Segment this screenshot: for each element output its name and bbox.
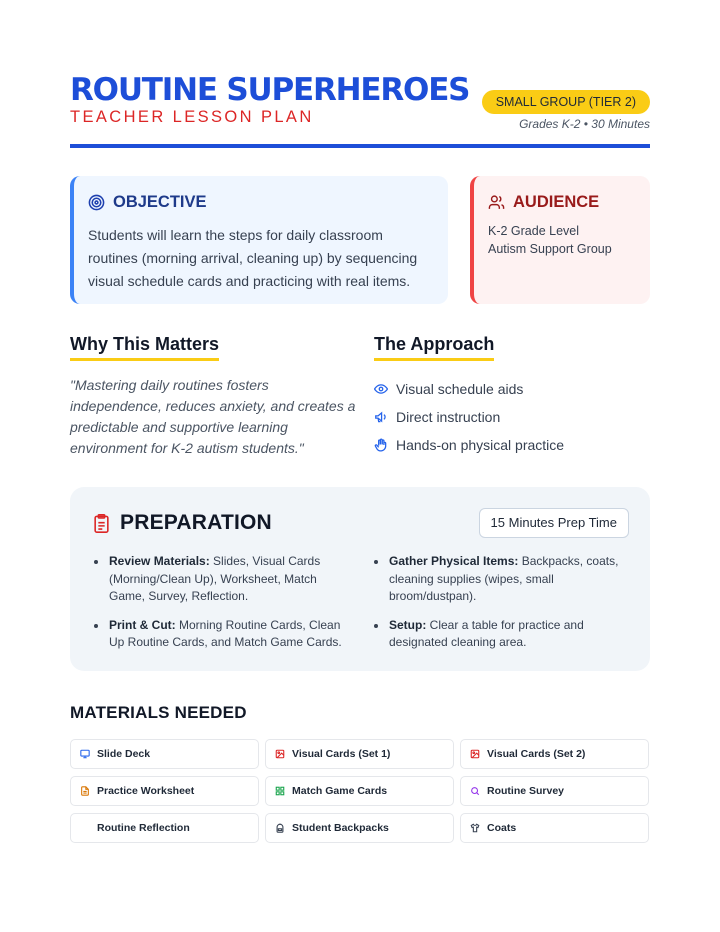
why-heading: Why This Matters — [70, 334, 219, 361]
prep-item-label: Review Materials: — [109, 554, 210, 568]
approach-item — [374, 375, 650, 403]
prep-item-label: Gather Physical Items: — [389, 554, 519, 568]
hand-icon — [374, 438, 388, 452]
prep-list-right — [372, 553, 634, 663]
material-label: Student Backpacks — [292, 822, 389, 834]
objective-card — [70, 176, 448, 304]
material-item — [265, 776, 454, 806]
image-icon — [275, 749, 285, 759]
file-icon — [80, 786, 90, 796]
material-item — [265, 813, 454, 843]
material-label: Visual Cards (Set 2) — [487, 748, 586, 760]
material-label: Match Game Cards — [292, 785, 388, 797]
audience-grade: K-2 Grade Level — [488, 224, 580, 238]
image-icon — [470, 749, 480, 759]
prep-item-label: Print & Cut: — [109, 617, 176, 632]
tier-badge: SMALL GROUP (TIER 2) — [482, 90, 650, 114]
prep-time-badge: 15 Minutes Prep Time — [479, 508, 629, 538]
approach-item-label: Hands-on physical practice — [396, 437, 565, 453]
prep-item-text: Clear a table for practice and designated cleaning area. — [389, 617, 584, 649]
target-icon — [88, 194, 105, 211]
approach-section — [374, 334, 650, 459]
material-item — [70, 739, 259, 769]
material-label: Coats — [487, 822, 517, 834]
eye-icon — [374, 382, 388, 396]
materials-grid — [70, 739, 650, 843]
preparation-card — [70, 487, 650, 671]
approach-item-label: Visual schedule aids — [396, 381, 524, 397]
list-item — [92, 617, 354, 652]
list-item — [372, 617, 634, 652]
material-item — [70, 776, 259, 806]
page-title: ROUTINE SUPERHEROES — [70, 72, 470, 108]
prep-item-label: Setup: — [389, 617, 427, 632]
material-label: Slide Deck — [97, 748, 151, 760]
approach-item — [374, 431, 650, 459]
material-label: Practice Worksheet — [97, 785, 195, 797]
material-item — [265, 739, 454, 769]
material-label: Visual Cards (Set 1) — [292, 748, 391, 760]
megaphone-icon — [374, 410, 388, 424]
monitor-icon — [80, 749, 90, 759]
objective-text: Students will learn the steps for daily classroom routines (morning arrival, cleaning up) by sequencing visual schedule cards and practicing with real items. — [88, 227, 418, 289]
backpack-icon — [275, 823, 285, 833]
header-divider — [70, 144, 650, 148]
list-item — [372, 553, 634, 606]
audience-heading: AUDIENCE — [513, 192, 600, 211]
prep-item-text: Backpacks, coats, cleaning supplies (wipes, small broom/dustpan). — [389, 554, 619, 603]
header — [70, 70, 650, 148]
clipboard-icon — [92, 513, 111, 534]
material-label: Routine Survey — [487, 785, 565, 797]
approach-item — [374, 403, 650, 431]
objective-heading: OBJECTIVE — [113, 192, 207, 211]
audience-card — [470, 176, 650, 304]
approach-item-label: Direct instruction — [396, 409, 501, 425]
why-section — [70, 334, 360, 459]
grid-icon — [275, 786, 285, 796]
prep-item-text: Slides, Visual Cards (Morning/Clean Up), Worksheet, Match Game, Survey, Reflection. — [109, 554, 321, 603]
materials-heading: MATERIALS NEEDED — [70, 703, 247, 722]
material-item — [70, 813, 259, 843]
material-item — [460, 776, 649, 806]
preparation-heading: PREPARATION — [120, 511, 272, 534]
list-item — [92, 553, 354, 606]
material-item — [460, 813, 649, 843]
approach-heading: The Approach — [374, 334, 494, 361]
search-icon — [470, 786, 480, 796]
prep-item-text: Morning Routine Cards, Clean Up Routine Cards, and Match Game Cards. — [109, 617, 342, 649]
users-icon — [488, 194, 505, 211]
grade-duration-meta: Grades K-2 • 30 Minutes — [519, 117, 650, 131]
material-label: Routine Reflection — [97, 822, 190, 834]
shirt-icon — [470, 823, 480, 833]
why-quote: "Mastering daily routines fosters independence, reduces anxiety, and creates a predictable and supportive learning environment for K-2 autism students." — [70, 377, 356, 456]
prep-list-left — [92, 553, 354, 663]
blank-icon — [80, 823, 90, 833]
page-subtitle: TEACHER LESSON PLAN — [70, 108, 314, 126]
audience-group: Autism Support Group — [488, 242, 612, 256]
material-item — [460, 739, 649, 769]
